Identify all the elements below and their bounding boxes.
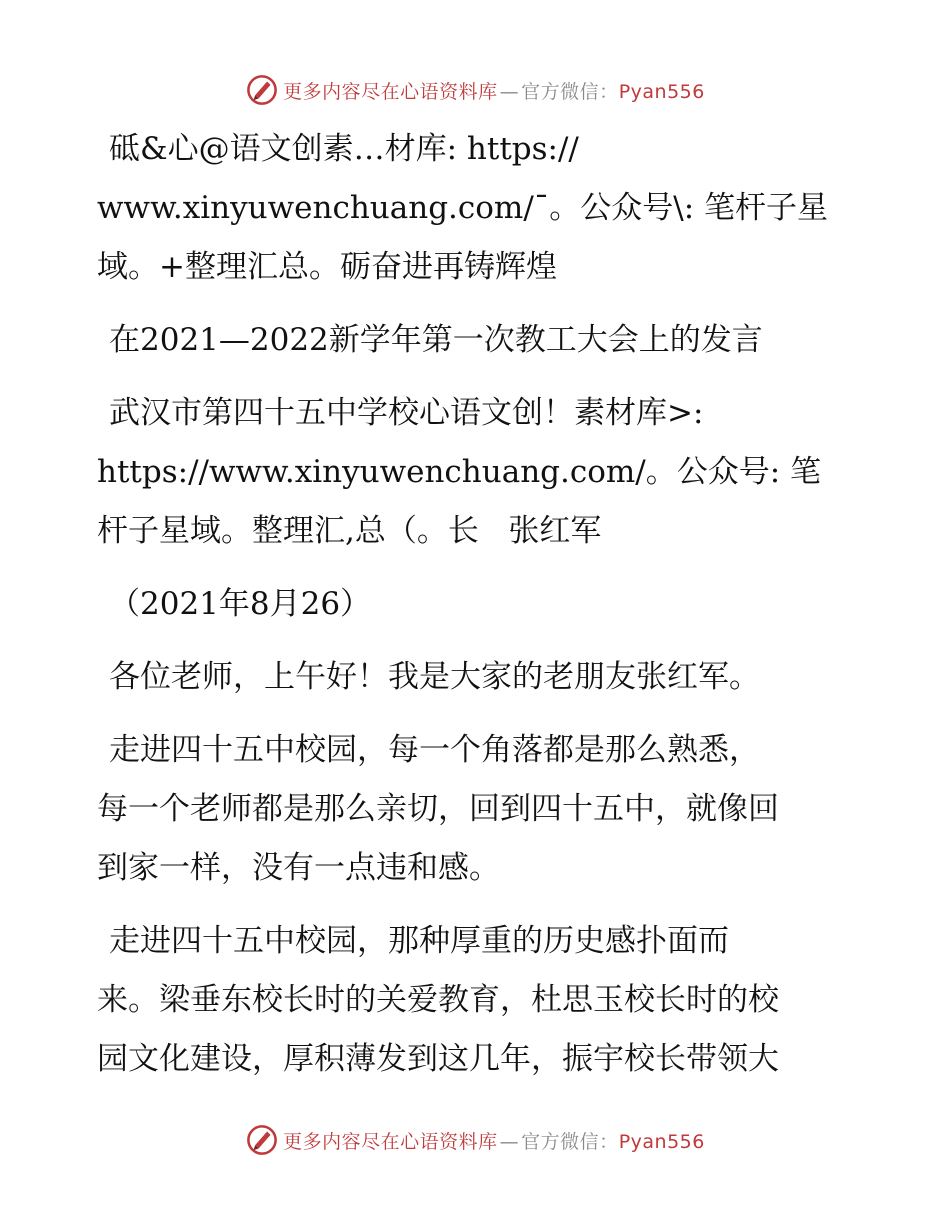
footer-banner xyxy=(0,1118,950,1162)
paragraph: 各位老师，上午好！我是大家的老朋友张红军。 xyxy=(109,659,760,695)
pen-logo-icon xyxy=(245,73,279,107)
banner-text: 更多内容尽在心语资料库 — 官方微信：Pyan556 xyxy=(283,1130,705,1153)
document-title: 在2021—2022新学年第一次教工大会上的发言 xyxy=(109,322,763,358)
banner-text: 更多内容尽在心语资料库 — 官方微信：Pyan556 xyxy=(283,80,705,103)
document-body xyxy=(97,120,857,1103)
date-line: （2021年8月26） xyxy=(109,586,372,622)
paragraph: 走进四十五中校园，每一个角落都是那么熟悉， 每一个老师都是那么亲切，回到四十五中，就像回 到家一样，没有一点违和感。 xyxy=(97,732,779,886)
paragraph: 砥&心@语文创素…材库: https:// www.xinyuwenchuang.com/¯。公众号\: 笔杆子星 域。+整理汇总。砺奋进再铸辉煌 xyxy=(97,131,829,285)
pen-logo-icon xyxy=(245,1123,279,1157)
paragraph: 走进四十五中校园，那种厚重的历史感扑面而 来。梁垂东校长时的关爱教育，杜思玉校长时的校 园文化建设，厚积薄发到这几年，振宇校长带领大 xyxy=(97,923,779,1077)
header-banner xyxy=(0,68,950,112)
author-line: 武汉市第四十五中学校心语文创！素材库>: https://www.xinyuwenchuang.com/。公众号: 笔 杆子星域。整理汇,总（。长 张红军 xyxy=(97,395,822,549)
